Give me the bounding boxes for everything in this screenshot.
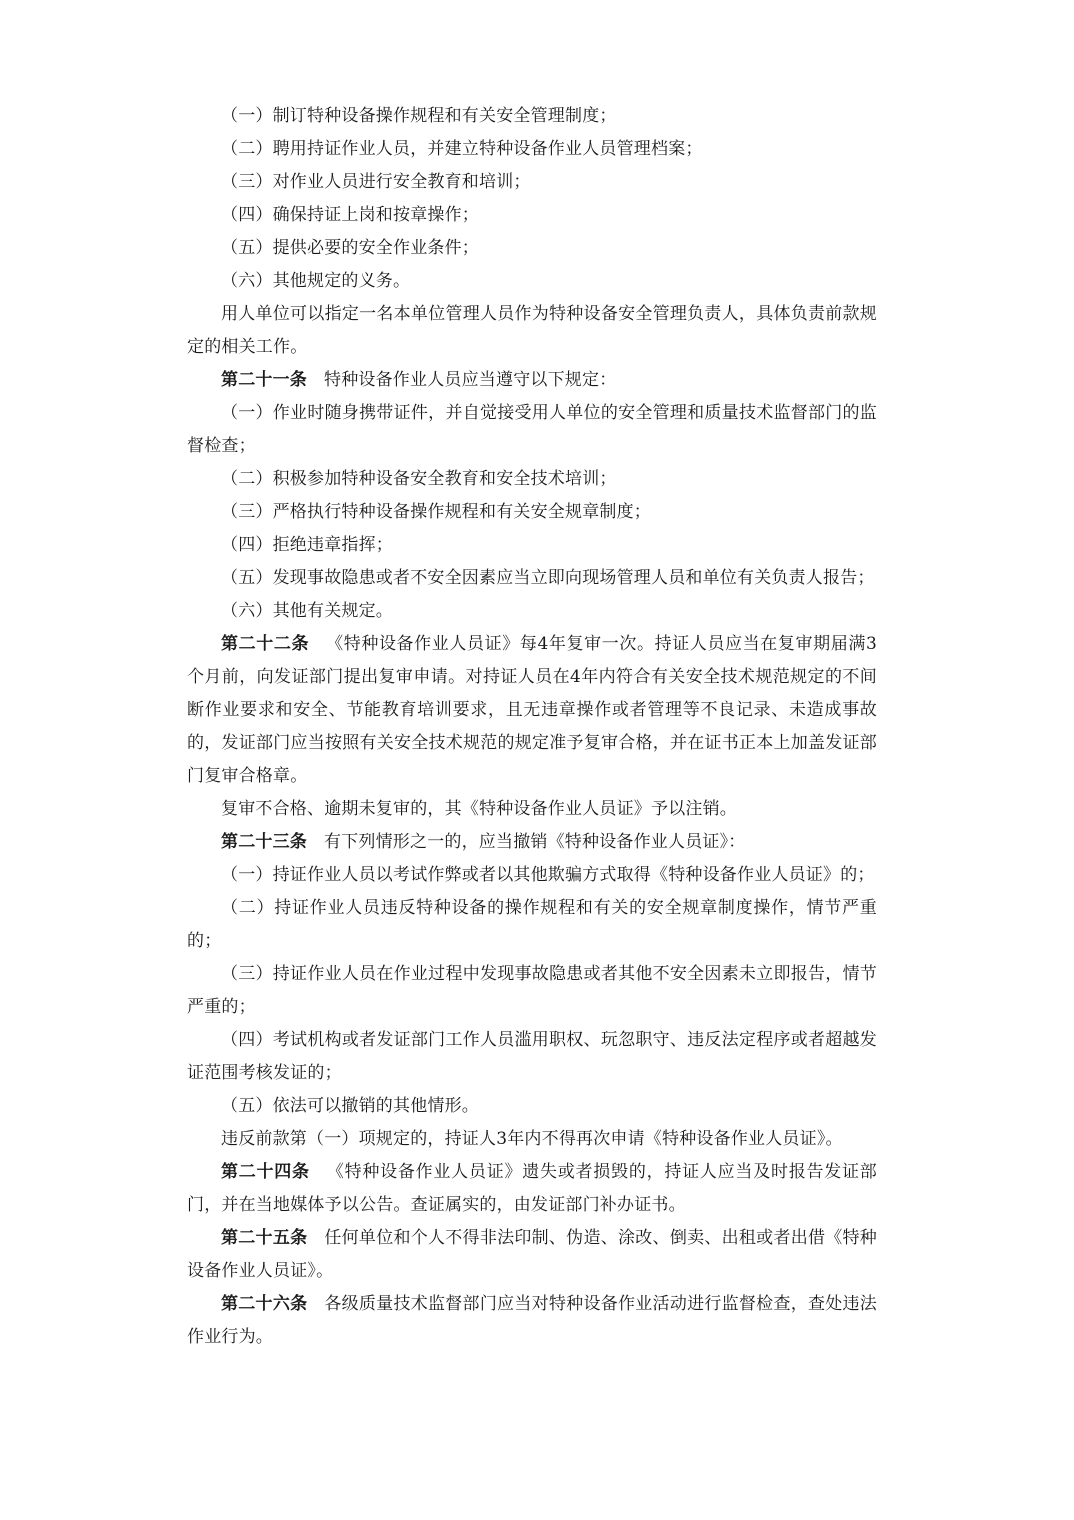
paragraph-text: （二）聘用持证作业人员，并建立特种设备作业人员管理档案； [221,139,703,159]
article-number: 第二十一条 [221,370,307,390]
paragraph [187,397,877,463]
paragraph-text: （二）持证作业人员违反特种设备的操作规程和有关的安全规章制度操作，情节严重的； [187,898,877,951]
paragraph [187,892,877,958]
paragraph-text: （四）确保持证上岗和按章操作； [221,205,479,225]
paragraph-text: （三）持证作业人员在作业过程中发现事故隐患或者其他不安全因素未立即报告，情节严重的； [187,964,877,1017]
paragraph [187,232,877,265]
paragraph [187,1024,877,1090]
paragraph-text: （一）持证作业人员以考试作弊或者以其他欺骗方式取得《特种设备作业人员证》的； [221,865,875,885]
paragraph-text: （六）其他有关规定。 [221,601,393,621]
paragraph [187,595,877,628]
paragraph-text: （六）其他规定的义务。 [221,271,411,291]
paragraph-text: （三）严格执行特种设备操作规程和有关安全规章制度； [221,502,651,522]
paragraph-text: （一）制订特种设备操作规程和有关安全管理制度； [221,106,617,126]
paragraph-text: 任何单位和个人不得非法印制、伪造、涂改、倒卖、出租或者出借《特种设备作业人员证》。 [187,1228,878,1281]
paragraph-text: 特种设备作业人员应当遵守以下规定： [324,370,617,390]
paragraph [187,562,877,595]
paragraph [187,463,877,496]
paragraph-text: （一）作业时随身携带证件，并自觉接受用人单位的安全管理和质量技术监督部门的监督检查； [187,403,877,456]
paragraph [187,793,877,826]
paragraph-text: （二）积极参加特种设备安全教育和安全技术培训； [221,469,617,489]
article-paragraph [187,364,877,397]
article-number: 第二十二条 [221,634,310,654]
paragraph-text: 有下列情形之一的，应当撤销《特种设备作业人员证》： [324,832,746,852]
paragraph [187,166,877,199]
article-paragraph [187,1222,877,1288]
paragraph [187,958,877,1024]
paragraph [187,529,877,562]
paragraph-text: （五）发现事故隐患或者不安全因素应当立即向现场管理人员和单位有关负责人报告； [221,568,875,588]
paragraph-text: 用人单位可以指定一名本单位管理人员作为特种设备安全管理负责人，具体负责前款规定的相关工作。 [187,304,877,357]
paragraph [187,1090,877,1123]
paragraph [187,1123,877,1156]
paragraph [187,133,877,166]
paragraph-text: 违反前款第（一）项规定的，持证人3年内不得再次申请《特种设备作业人员证》。 [221,1129,843,1149]
article-number: 第二十四条 [221,1162,310,1182]
paragraph [187,298,877,364]
article-paragraph [187,628,877,793]
paragraph-text: （三）对作业人员进行安全教育和培训； [221,172,531,192]
paragraph [187,859,877,892]
article-paragraph [187,1156,877,1222]
paragraph-text: （五）提供必要的安全作业条件； [221,238,479,258]
article-paragraph [187,826,877,859]
paragraph [187,265,877,298]
paragraph-text: （四）考试机构或者发证部门工作人员滥用职权、玩忽职守、违反法定程序或者超越发证范围考核发证的； [187,1030,877,1083]
article-number: 第二十五条 [221,1228,308,1248]
document-page [187,100,877,1354]
paragraph-text: 复审不合格、逾期未复审的，其《特种设备作业人员证》予以注销。 [221,799,737,819]
paragraph [187,100,877,133]
article-paragraph [187,1288,877,1354]
paragraph-text: 《特种设备作业人员证》遗失或者损毁的，持证人应当及时报告发证部门，并在当地媒体予以公告。查证属实的，由发证部门补办证书。 [187,1162,877,1215]
article-number: 第二十六条 [221,1294,308,1314]
paragraph-text: （五）依法可以撤销的其他情形。 [221,1096,479,1116]
paragraph-text: 《特种设备作业人员证》每4年复审一次。持证人员应当在复审期届满3个月前，向发证部门提出复审申请。对持证人员在4年内符合有关安全技术规范规定的不间断作业要求和安全、节能教育培训要求，且无违章操作或者管理等不良记录、未造成事故的，发证部门应当按照有关安全技术规范的规定准予复审合格，并在证书正本上加盖发证部门复审合格章。 [187,634,878,786]
paragraph-text: 各级质量技术监督部门应当对特种设备作业活动进行监督检查，查处违法作业行为。 [187,1294,878,1347]
paragraph [187,496,877,529]
paragraph-text: （四）拒绝违章指挥； [221,535,393,555]
paragraph [187,199,877,232]
article-number: 第二十三条 [221,832,307,852]
